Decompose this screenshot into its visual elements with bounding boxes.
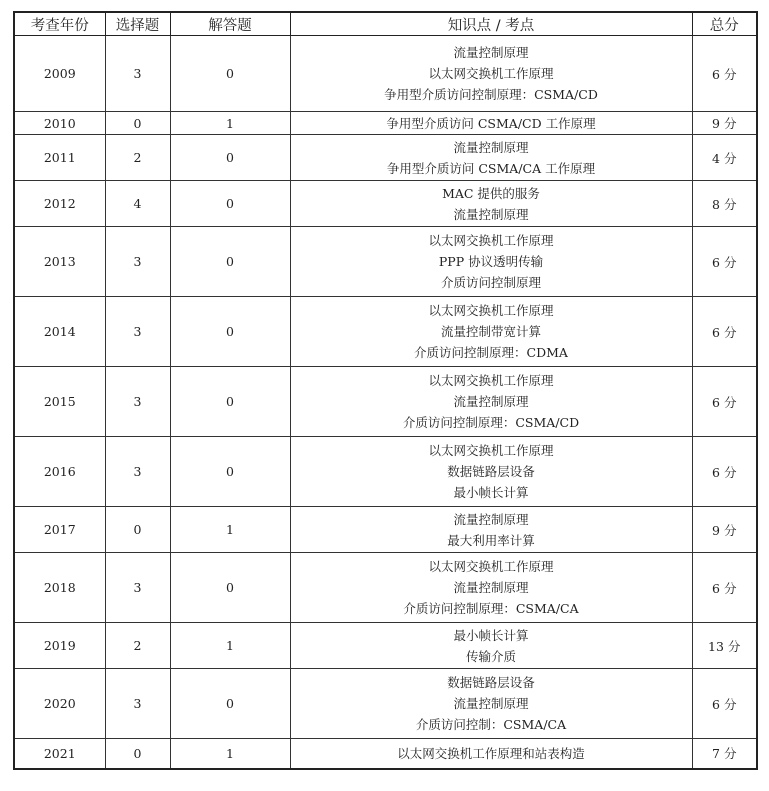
cell-answer: 1 xyxy=(170,507,290,553)
table-row xyxy=(14,669,757,739)
table-row xyxy=(14,507,757,553)
cell-topics xyxy=(290,507,692,553)
cell-year: 2016 xyxy=(14,437,105,507)
topic-line: 以太网交换机工作原理 xyxy=(428,303,554,318)
cell-topics xyxy=(290,553,692,623)
cell-choice: 2 xyxy=(105,623,170,669)
cell-year: 2014 xyxy=(14,297,105,367)
topic-line: 传输介质 xyxy=(465,648,516,664)
cell-year: 2011 xyxy=(14,135,105,181)
cell-choice: 3 xyxy=(105,553,170,623)
topic-line: 以太网交换机工作原理 xyxy=(428,559,554,574)
cell-total: 6 分 xyxy=(692,36,757,112)
topic-line: 以太网交换机工作原理 xyxy=(428,373,554,388)
cell-choice: 3 xyxy=(105,36,170,112)
cell-year: 2018 xyxy=(14,553,105,623)
cell-year: 2009 xyxy=(14,36,105,112)
topic-line: MAC 提供的服务 xyxy=(442,185,540,201)
cell-topics xyxy=(290,112,692,135)
cell-total: 4 分 xyxy=(692,135,757,181)
topic-line: 流量控制原理 xyxy=(453,511,529,527)
topic-line: 流量控制原理 xyxy=(453,45,529,60)
topic-line: 流量控制原理 xyxy=(453,696,529,711)
table-header xyxy=(14,12,757,36)
header-total: 总分 xyxy=(692,12,757,36)
cell-answer: 0 xyxy=(170,669,290,739)
header-answer: 解答题 xyxy=(170,12,290,36)
topic-line: 介质访问控制原理 xyxy=(440,275,541,290)
cell-total: 7 分 xyxy=(692,739,757,769)
topic-line: 数据链路层设备 xyxy=(447,464,535,479)
header-choice: 选择题 xyxy=(105,12,170,36)
cell-answer: 0 xyxy=(170,227,290,297)
table-row xyxy=(14,553,757,623)
topic-line: 争用型介质访问 CSMA/CA 工作原理 xyxy=(386,160,596,176)
cell-total: 6 分 xyxy=(692,669,757,739)
cell-choice: 0 xyxy=(105,739,170,769)
table-row xyxy=(14,739,757,769)
topic-line: 以太网交换机工作原理 xyxy=(428,233,554,248)
cell-total: 6 分 xyxy=(692,553,757,623)
cell-year: 2020 xyxy=(14,669,105,739)
table-row xyxy=(14,135,757,181)
cell-answer: 0 xyxy=(170,297,290,367)
table-row xyxy=(14,181,757,227)
table-row xyxy=(14,623,757,669)
cell-choice: 3 xyxy=(105,227,170,297)
cell-year: 2010 xyxy=(14,112,105,135)
topic-line: 最小帧长计算 xyxy=(453,485,529,500)
topic-line: 流量控制原理 xyxy=(453,206,529,222)
cell-answer: 0 xyxy=(170,553,290,623)
cell-choice: 0 xyxy=(105,112,170,135)
cell-topics xyxy=(290,367,692,437)
cell-topics xyxy=(290,669,692,739)
exam-topics-table xyxy=(13,11,758,770)
topic-line: 最小帧长计算 xyxy=(453,627,529,643)
cell-answer: 1 xyxy=(170,112,290,135)
cell-topics xyxy=(290,135,692,181)
cell-answer: 0 xyxy=(170,181,290,227)
cell-topics xyxy=(290,739,692,769)
topic-line: 流量控制原理 xyxy=(453,580,529,595)
cell-topics xyxy=(290,181,692,227)
cell-year: 2013 xyxy=(14,227,105,297)
topic-line: 流量控制原理 xyxy=(453,139,529,155)
topic-line: 以太网交换机工作原理和站表构造 xyxy=(397,745,585,761)
cell-topics xyxy=(290,623,692,669)
topic-line: 争用型介质访问控制原理：CSMA/CD xyxy=(384,87,598,102)
cell-total: 9 分 xyxy=(692,507,757,553)
cell-topics xyxy=(290,227,692,297)
table-row xyxy=(14,112,757,135)
cell-answer: 0 xyxy=(170,135,290,181)
table-body xyxy=(14,36,757,769)
topic-line: 流量控制原理 xyxy=(453,394,529,409)
header-row xyxy=(14,12,757,36)
table-row xyxy=(14,227,757,297)
cell-total: 13 分 xyxy=(692,623,757,669)
cell-choice: 0 xyxy=(105,507,170,553)
cell-choice: 4 xyxy=(105,181,170,227)
cell-topics xyxy=(290,297,692,367)
table-row xyxy=(14,297,757,367)
cell-total: 9 分 xyxy=(692,112,757,135)
cell-answer: 0 xyxy=(170,367,290,437)
table-row xyxy=(14,367,757,437)
topic-line: 以太网交换机工作原理 xyxy=(428,66,554,81)
cell-answer: 1 xyxy=(170,623,290,669)
exam-topics-table-container xyxy=(13,11,756,770)
cell-total: 6 分 xyxy=(692,437,757,507)
cell-total: 6 分 xyxy=(692,297,757,367)
topic-line: 介质访问控制：CSMA/CA xyxy=(415,717,567,732)
cell-choice: 3 xyxy=(105,297,170,367)
cell-year: 2019 xyxy=(14,623,105,669)
cell-answer: 0 xyxy=(170,36,290,112)
cell-topics xyxy=(290,437,692,507)
table-row xyxy=(14,36,757,112)
header-topics: 知识点 / 考点 xyxy=(290,12,692,36)
cell-total: 6 分 xyxy=(692,367,757,437)
topic-line: 数据链路层设备 xyxy=(447,675,535,690)
cell-year: 2021 xyxy=(14,739,105,769)
topic-line: 流量控制带宽计算 xyxy=(440,324,541,339)
cell-year: 2017 xyxy=(14,507,105,553)
topic-line: 以太网交换机工作原理 xyxy=(428,443,554,458)
topic-line: 最大利用率计算 xyxy=(447,532,535,548)
header-year: 考查年份 xyxy=(14,12,105,36)
cell-year: 2015 xyxy=(14,367,105,437)
cell-answer: 0 xyxy=(170,437,290,507)
cell-total: 6 分 xyxy=(692,227,757,297)
topic-line: 介质访问控制原理：CSMA/CD xyxy=(402,415,580,430)
topic-line: 介质访问控制原理：CSMA/CA xyxy=(403,601,579,616)
cell-topics xyxy=(290,36,692,112)
table-row xyxy=(14,437,757,507)
cell-year: 2012 xyxy=(14,181,105,227)
cell-choice: 2 xyxy=(105,135,170,181)
topic-line: 介质访问控制原理：CDMA xyxy=(414,345,568,360)
cell-answer: 1 xyxy=(170,739,290,769)
cell-choice: 3 xyxy=(105,437,170,507)
cell-total: 8 分 xyxy=(692,181,757,227)
topic-line: PPP 协议透明传输 xyxy=(438,254,544,269)
cell-choice: 3 xyxy=(105,669,170,739)
topic-line: 争用型介质访问 CSMA/CD 工作原理 xyxy=(386,115,596,131)
cell-choice: 3 xyxy=(105,367,170,437)
